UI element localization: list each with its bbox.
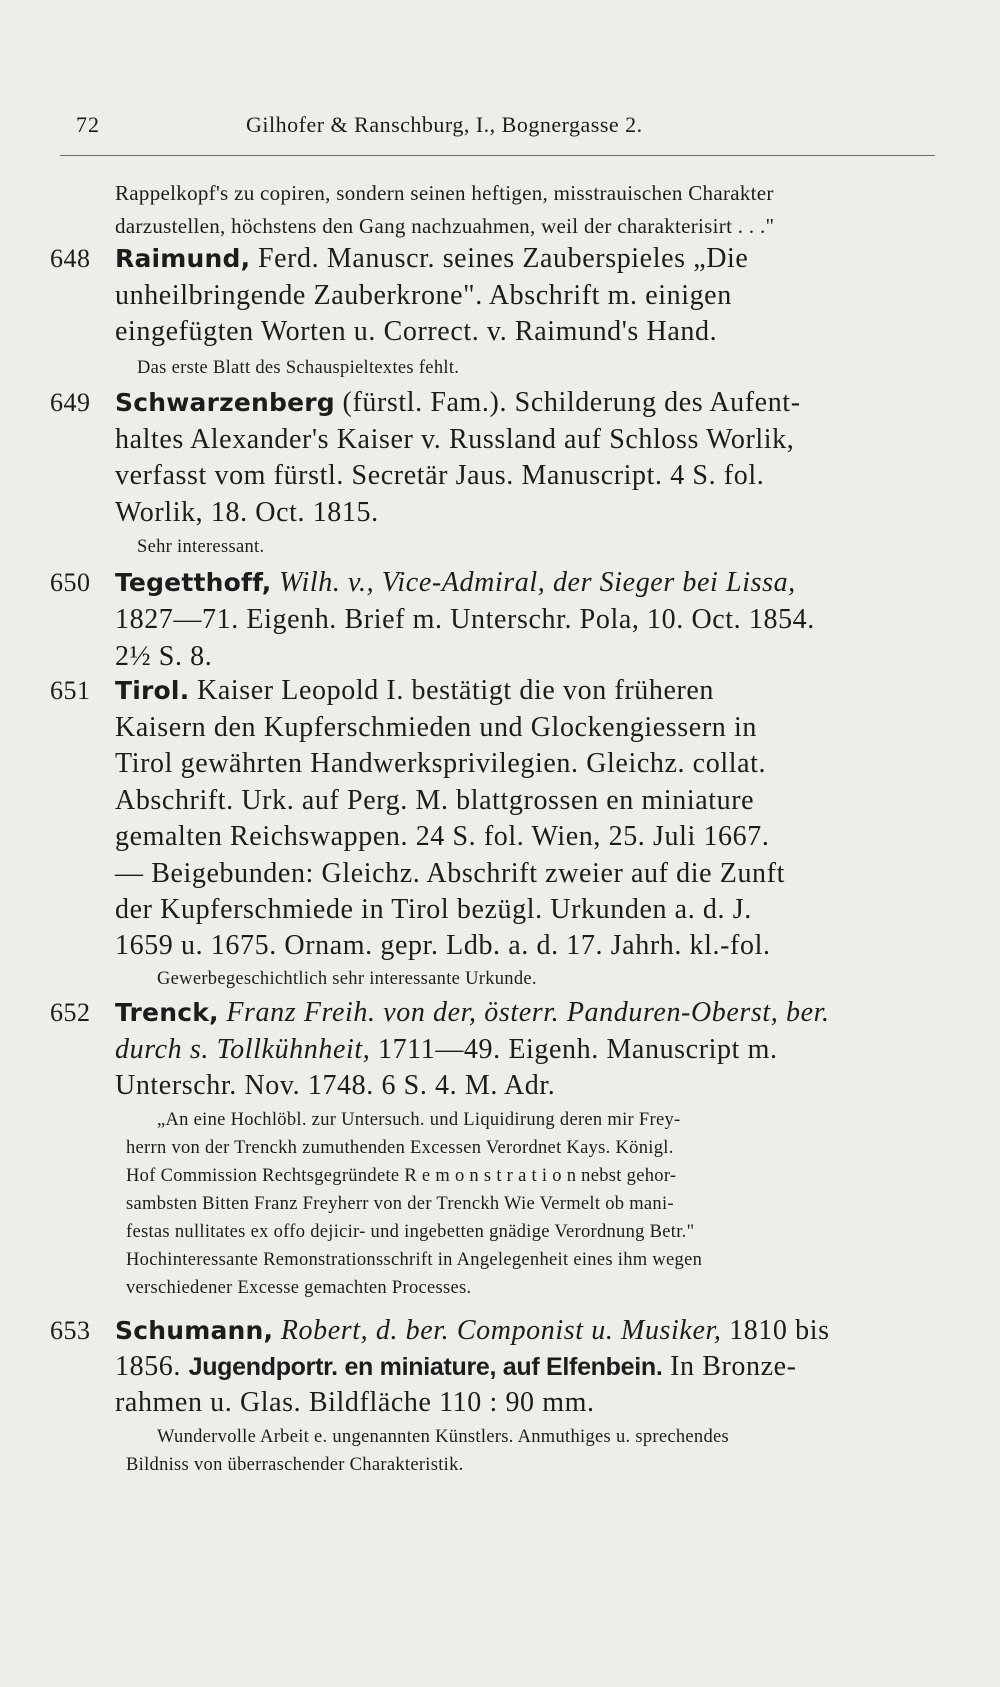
- entry-text-italic: durch s. Tollkühnheit,: [115, 1034, 371, 1065]
- entry-note: Hochinteressante Remonstrationsschrift in Angelegenheit eines ihm wegen: [126, 1250, 703, 1270]
- entry-second-line: [115, 1034, 778, 1066]
- entry-text-italic: Wilh. v., Vice-Admiral, der Sieger bei Lissa,: [279, 567, 796, 598]
- text-line: gemalten Reichswappen. 24 S. fol. Wien, 25. Juli 1667.: [115, 821, 770, 852]
- text-line: Tirol gewährten Handwerksprivilegien. Gleichz. collat.: [115, 748, 767, 779]
- entry-number: 649: [50, 388, 91, 417]
- text-line: Rappelkopf's zu copiren, sondern seinen heftigen, misstrauischen Charakter: [115, 181, 774, 205]
- entry-first-line: [115, 997, 830, 1029]
- entry-text: (fürstl. Fam.). Schilderung des Aufent-: [342, 387, 801, 418]
- text-line: Kaisern den Kupferschmieden und Glockengiessern in: [115, 712, 757, 743]
- entry-note: festas nullitates ex offo dejicir- und ingebetten gnädige Verordnung Betr.": [126, 1222, 695, 1242]
- entry-number: 653: [50, 1316, 91, 1345]
- entry-name: Tegetthoff,: [115, 568, 272, 597]
- entry-first-line: [115, 243, 748, 275]
- text-line: rahmen u. Glas. Bildfläche 110 : 90 mm.: [115, 1387, 595, 1418]
- running-head: Gilhofer & Ranschburg, I., Bognergasse 2.: [246, 112, 643, 137]
- entry-note: „An eine Hochlöbl. zur Untersuch. und Liquidirung deren mir Frey-: [157, 1110, 681, 1130]
- entry-text: 1711—49. Eigenh. Manuscript m.: [377, 1034, 778, 1065]
- text-line: 2½ S. 8.: [115, 641, 213, 672]
- entry-first-line: [115, 675, 714, 707]
- entry-note: Wundervolle Arbeit e. ungenannten Künstlers. Anmuthiges u. sprechendes: [157, 1427, 730, 1447]
- entry-note: herrn von der Trenckh zumuthenden Excessen Verordnet Kays. Königl.: [126, 1138, 674, 1158]
- text-line: — Beigebunden: Gleichz. Abschrift zweier auf die Zunft: [115, 858, 785, 889]
- header-rule: [60, 155, 935, 156]
- entry-name: Schumann,: [115, 1316, 274, 1345]
- text-line: Abschrift. Urk. auf Perg. M. blattgrossen en miniature: [115, 785, 755, 816]
- entry-note: Gewerbegeschichtlich sehr interessante Urkunde.: [157, 969, 537, 989]
- text-line: Unterschr. Nov. 1748. 6 S. 4. M. Adr.: [115, 1070, 556, 1101]
- entry-text-bold: Jugendportr. en miniature, auf Elfenbein.: [188, 1353, 663, 1381]
- page-number: 72: [76, 112, 100, 137]
- entry-first-line: [115, 387, 801, 419]
- entry-name: Raimund,: [115, 244, 251, 273]
- entry-note: Hof Commission Rechtsgegründete R e m o n s t r a t i o n nebst gehor-: [126, 1166, 677, 1186]
- text-line: unheilbringende Zauberkrone". Abschrift m. einigen: [115, 280, 732, 311]
- entry-name: Schwarzenberg: [115, 388, 335, 417]
- entry-text-italic: Franz Freih. von der, österr. Panduren-Oberst, ber.: [226, 997, 830, 1028]
- entry-text: Ferd. Manuscr. seines Zauberspieles „Die: [257, 243, 749, 274]
- text-line: 1659 u. 1675. Ornam. gepr. Ldb. a. d. 17. Jahrh. kl.-fol.: [115, 930, 771, 961]
- entry-name: Trenck,: [115, 998, 219, 1027]
- entry-note: Bildniss von überraschender Charakteristik.: [126, 1455, 464, 1475]
- entry-note: Sehr interessant.: [137, 537, 265, 557]
- entry-number: 650: [50, 568, 91, 597]
- text-line: verfasst vom fürstl. Secretär Jaus. Manuscript. 4 S. fol.: [115, 460, 765, 491]
- entry-note: sambsten Bitten Franz Freyherr von der Trenckh Wie Vermelt ob mani-: [126, 1194, 674, 1214]
- text-line: darzustellen, höchstens den Gang nachzuahmen, weil der charakterisirt . . .": [115, 214, 775, 238]
- entry-first-line: [115, 1315, 830, 1347]
- page-header: [76, 112, 931, 142]
- entry-text: Kaiser Leopold I. bestätigt die von früheren: [197, 675, 715, 706]
- entry-second-line: [115, 1351, 797, 1383]
- text-line: eingefügten Worten u. Correct. v. Raimund's Hand.: [115, 316, 718, 347]
- entry-number: 648: [50, 244, 91, 273]
- entry-note: Das erste Blatt des Schauspieltextes fehlt.: [137, 358, 460, 378]
- text-line: haltes Alexander's Kaiser v. Russland auf Schloss Worlik,: [115, 424, 795, 455]
- entry-note: verschiedener Excesse gemachten Processes.: [126, 1278, 472, 1298]
- entry-number: 651: [50, 676, 91, 705]
- entry-number: 652: [50, 998, 91, 1027]
- text-line: Worlik, 18. Oct. 1815.: [115, 497, 379, 528]
- entry-text: 1810 bis: [729, 1315, 830, 1346]
- entry-text: In Bronze-: [670, 1351, 797, 1382]
- text-line: der Kupferschmiede in Tirol bezügl. Urkunden a. d. J.: [115, 894, 752, 925]
- entry-text: 1856.: [115, 1351, 181, 1382]
- entry-name: Tirol.: [115, 676, 190, 705]
- entry-text-italic: Robert, d. ber. Componist u. Musiker,: [280, 1315, 722, 1346]
- text-line: 1827—71. Eigenh. Brief m. Unterschr. Pola, 10. Oct. 1854.: [115, 604, 815, 635]
- entry-first-line: [115, 567, 796, 599]
